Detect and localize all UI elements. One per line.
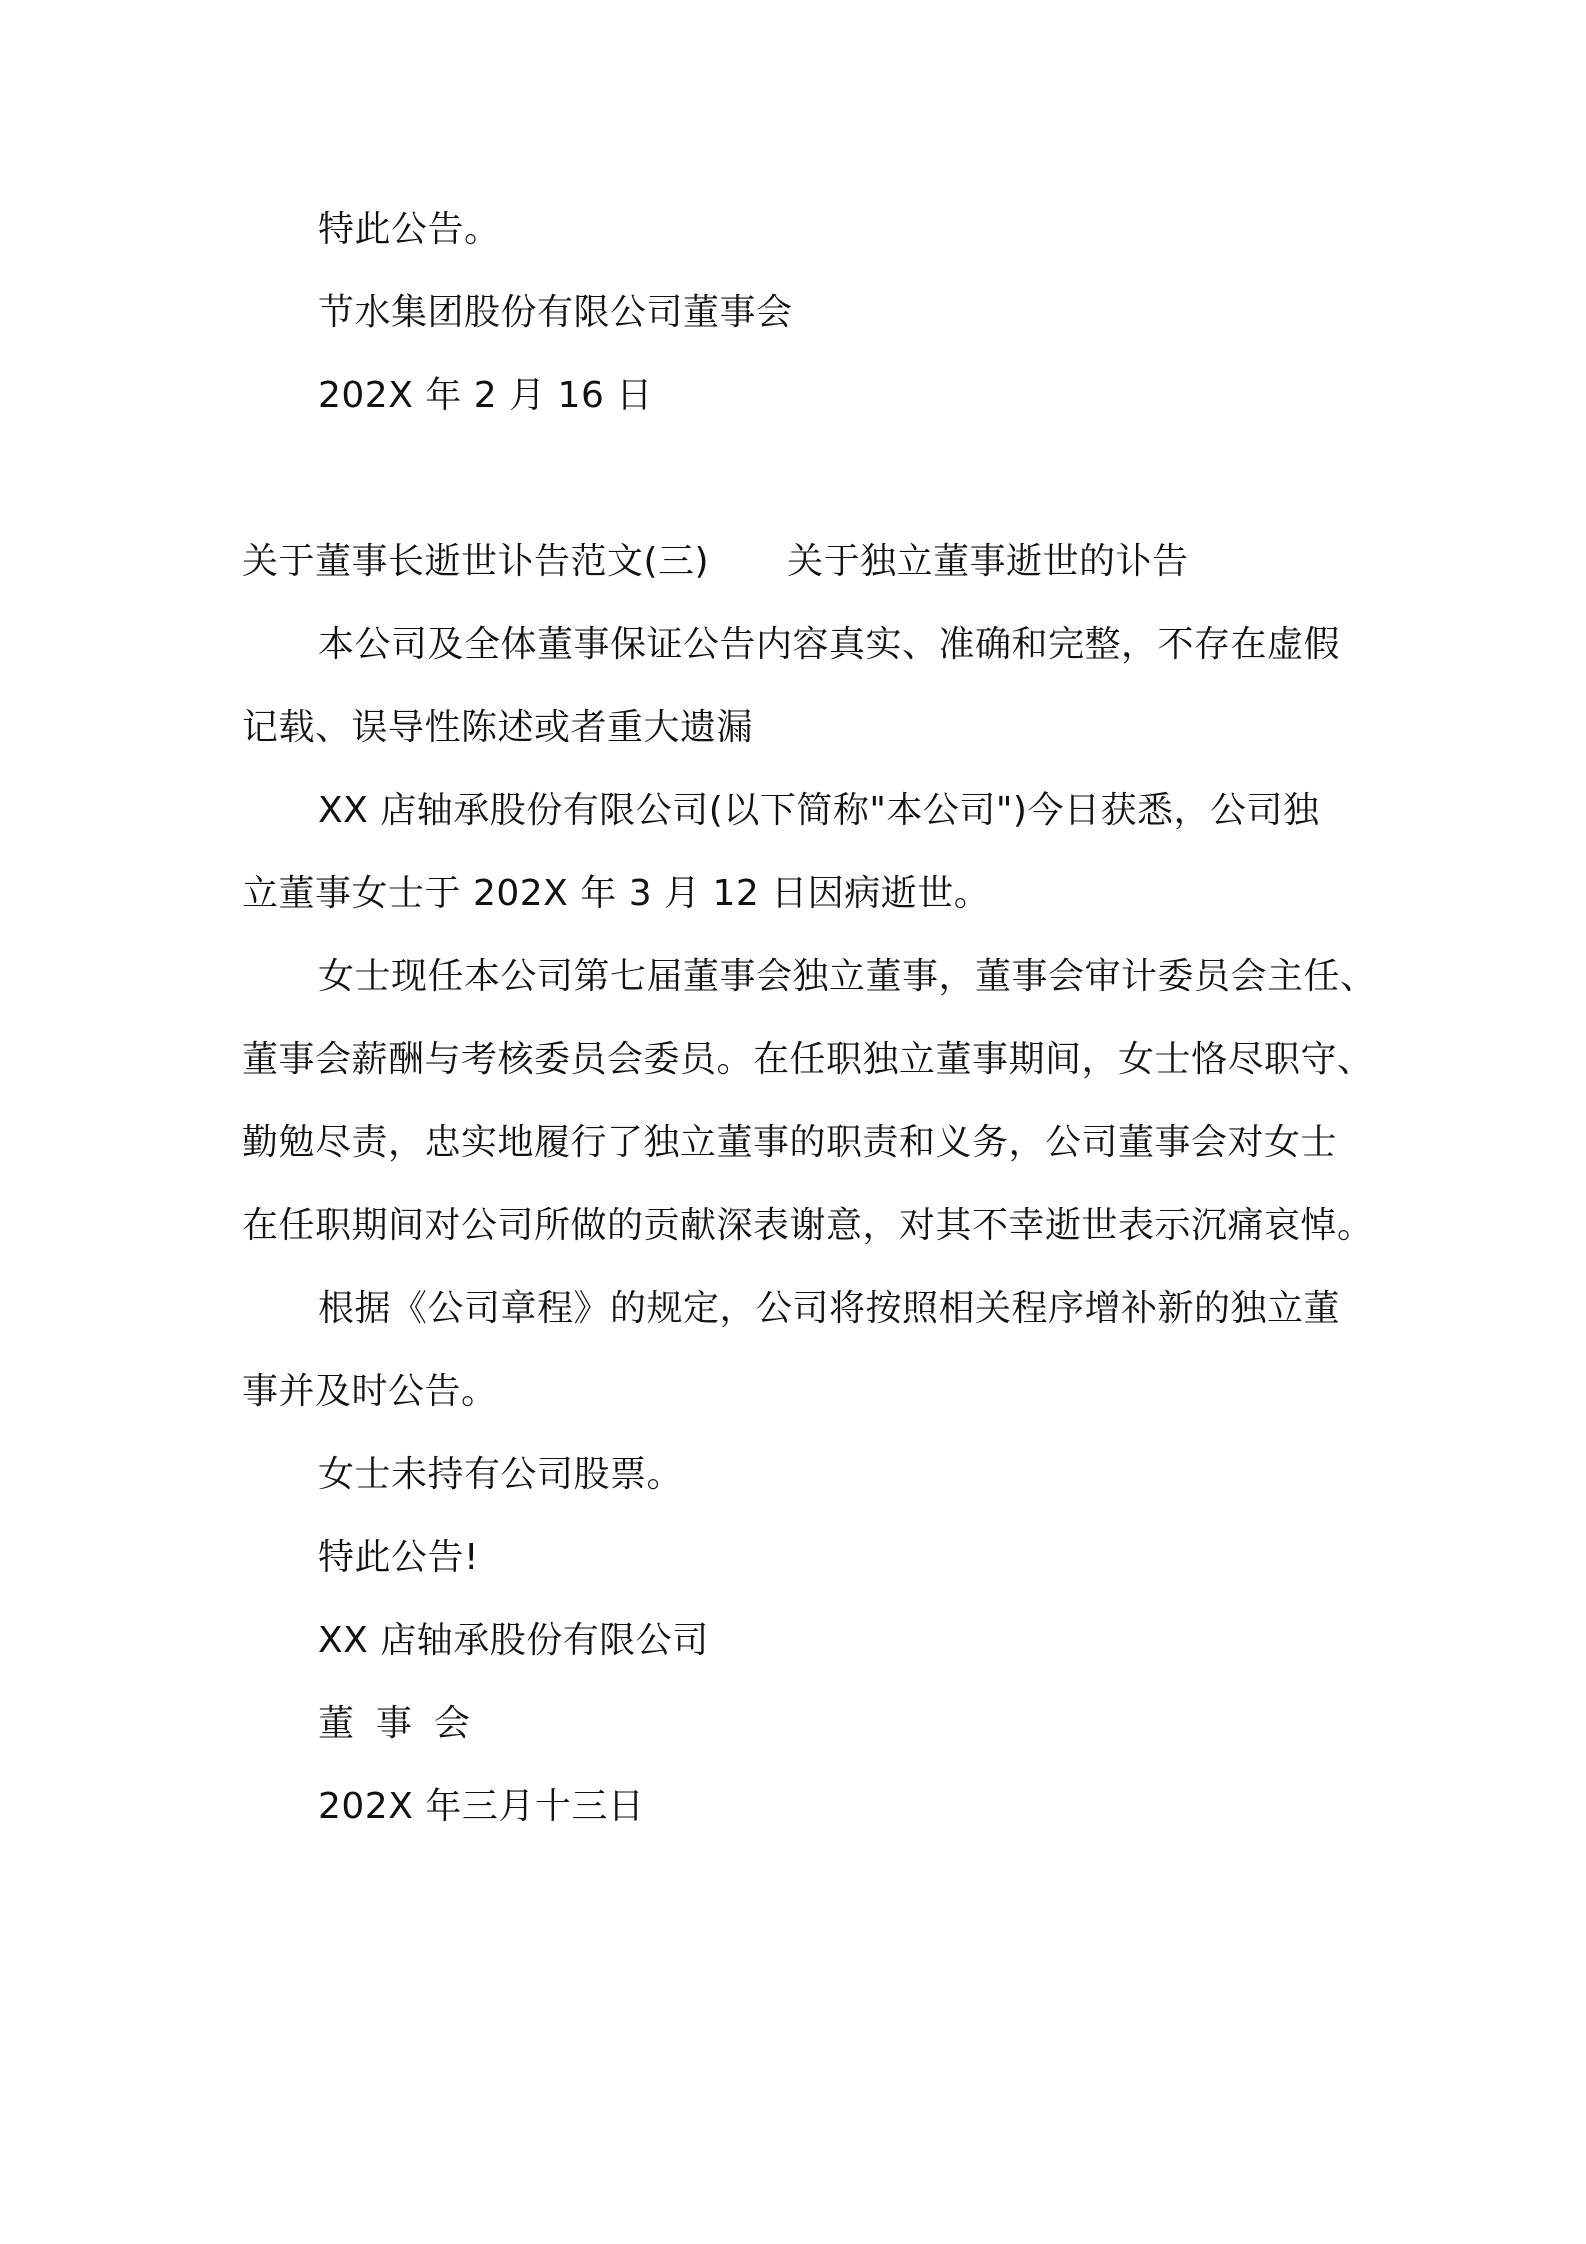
board-signature: 董事会 [318,1703,493,1744]
signatory-previous: 节水集团股份有限公司董事会 [318,292,793,333]
notice-title: 关于独立董事逝世的讣告 [787,541,1189,582]
section-spacer [242,437,1382,520]
body-line: 女士现任本公司第七届董事会独立董事，董事会审计委员会主任、 [318,956,1377,997]
notice-date: 202X 年三月十三日 [318,1786,645,1827]
body-line: 董事会薪酬与考核委员会委员。在任职独立董事期间，女士恪尽职守、 [242,1039,1374,1080]
body-line: 事并及时公告。 [242,1371,498,1412]
body-line: 勤勉尽责，忠实地履行了独立董事的职责和义务，公司董事会对女士 [242,1122,1338,1163]
body-line: 女士未持有公司股票。 [318,1454,684,1495]
body-line: 本公司及全体董事保证公告内容真实、准确和完整，不存在虚假 [318,624,1341,665]
document-content [242,188,1382,1848]
date-previous: 202X 年 2 月 16 日 [318,375,653,416]
body-line: 记载、误导性陈述或者重大遗漏 [242,707,754,748]
body-line: 根据《公司章程》的规定，公司将按照相关程序增补新的独立董 [318,1288,1341,1329]
closing-statement-previous: 特此公告。 [318,209,501,250]
title-row [242,520,1382,603]
body-line: 立董事女士于 202X 年 3 月 12 日因病逝世。 [242,873,991,914]
closing-statement: 特此公告! [318,1537,479,1578]
company-name: XX 店轴承股份有限公司 [318,1620,709,1661]
section-title: 关于董事长逝世讣告范文(三) [242,541,710,582]
body-line: 在任职期间对公司所做的贡献深表谢意，对其不幸逝世表示沉痛哀悼。 [242,1205,1374,1246]
body-line: XX 店轴承股份有限公司(以下简称"本公司")今日获悉，公司独 [318,790,1320,831]
